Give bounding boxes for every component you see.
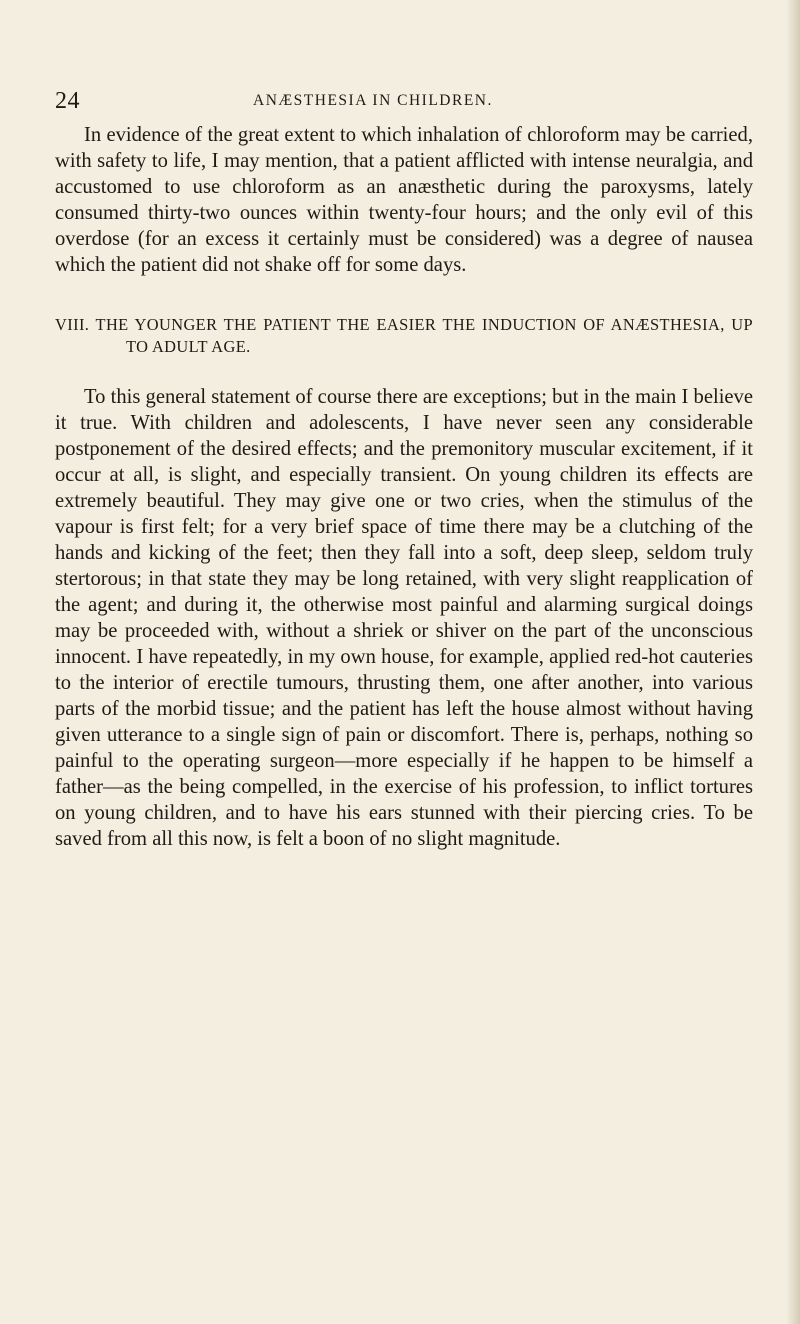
body-text [55, 122, 753, 852]
paragraph-children-anaesthesia: To this general statement of course there are exceptions; but in the main I believe it true. With children and adolescents, I have never seen any considerable postponement of the desired effects; and the premonitory muscular excitement, if it occur at all, is slight, and especially transient. On young children its effects are extremely beautiful. They may give one or two cries, when the stimulus of the vapour is first felt; for a very brief space of time there may be a clutching of the hands and kicking of the feet; then they fall into a soft, deep sleep, seldom truly stertorous; in that state they may be long retained, with very slight reapplication of the agent; and during it, the otherwise most painful and alarming surgical doings may be proceeded with, without a shriek or shiver on the part of the unconscious innocent. I have repeatedly, in my own house, for example, applied red-hot cauteries to the interior of erectile tumours, thrusting them, one after another, into various parts of the morbid tissue; and the patient has left the house almost without having given utterance to a single sign of pain or discomfort. There is, perhaps, nothing so painful to the operating surgeon—more especially if he happen to be himself a father—as the being compelled, in the exercise of his profession, to inflict tortures on young children, and to have his ears stunned with their piercing cries. To be saved from all this now, is felt a boon of no slight magnitude. [55, 386, 753, 850]
paragraph-chloroform-overdose: In evidence of the great extent to which inhalation of chloroform may be carried, with safety to life, I may mention, that a patient afflicted with intense neuralgia, and accustomed to use chloroform as an anæsthetic during the paroxysms, lately consumed thirty-two ounces within twenty-four hours; and the only evil of this overdose (for an excess it certainly must be considered) was a degree of nausea which the patient did not shake off for some days. [55, 124, 753, 276]
page-number: 24 [55, 88, 80, 114]
running-head [55, 88, 755, 118]
page-edge-shadow [786, 0, 800, 1324]
running-title: ANÆSTHESIA IN CHILDREN. [253, 92, 493, 109]
section-heading: VIII. THE YOUNGER THE PATIENT THE EASIER THE INDUCTION OF ANÆSTHESIA, UP TO ADULT AGE. [55, 315, 753, 356]
